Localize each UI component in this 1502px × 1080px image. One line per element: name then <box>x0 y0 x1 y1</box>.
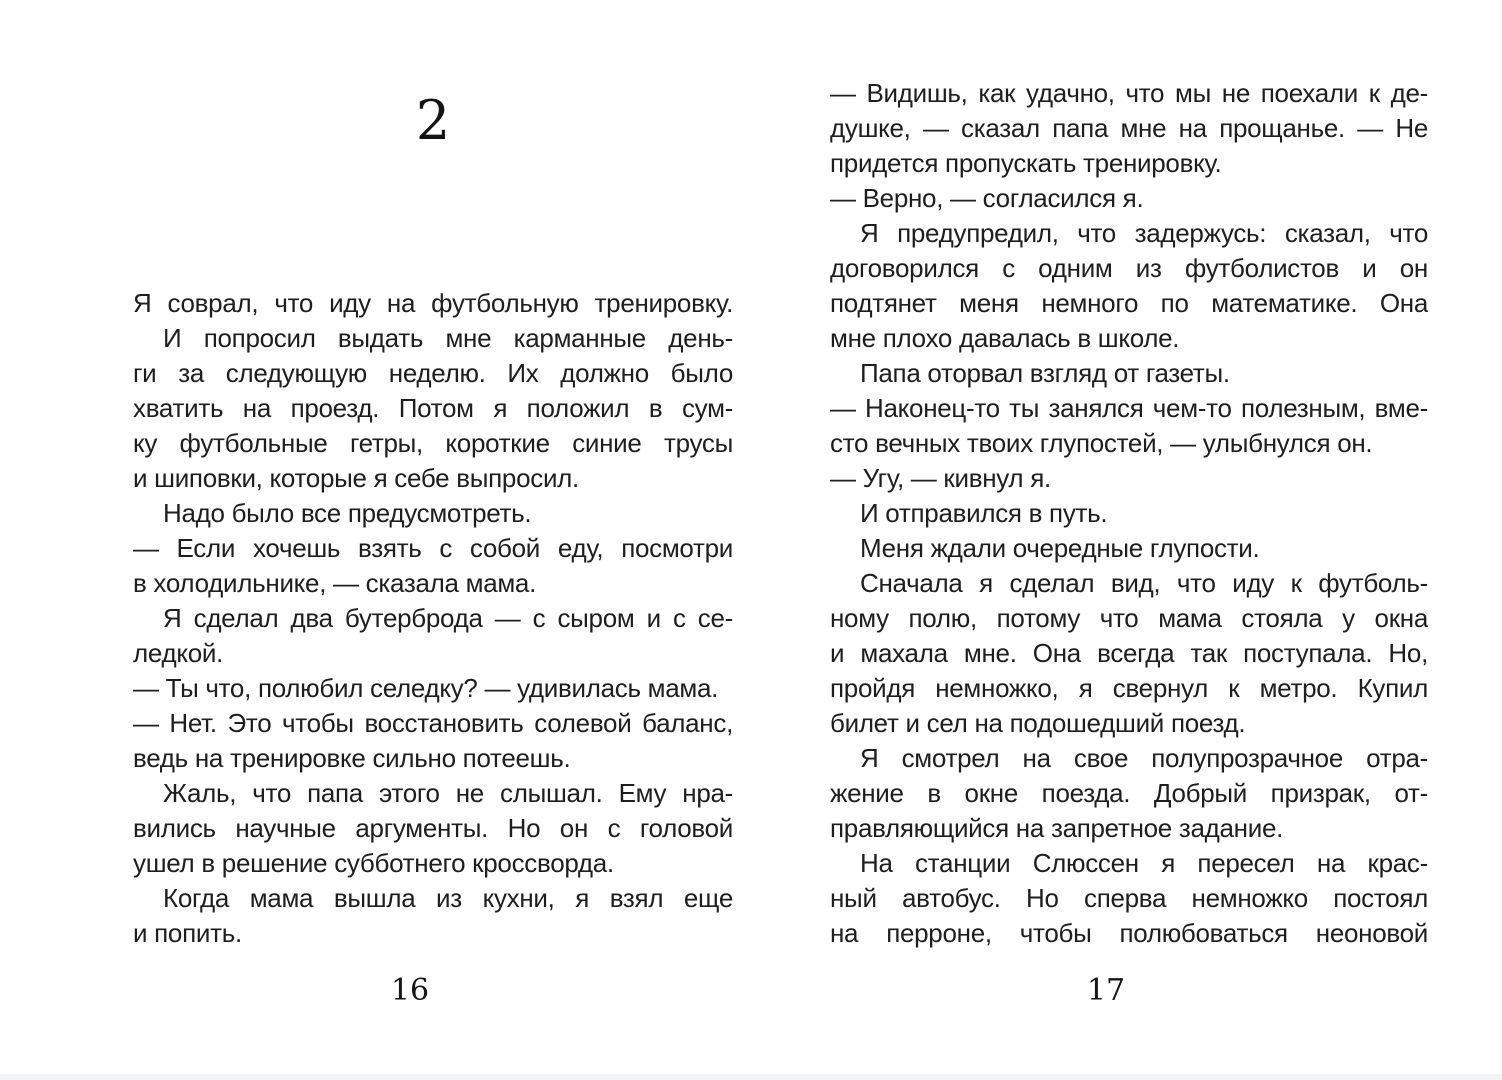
text-line: в холодильнике, — сказала мама. <box>133 568 537 598</box>
page-left <box>133 0 733 1080</box>
text-line: мне плохо давалась в школе. <box>830 323 1180 353</box>
text-line: ушел в решение субботнего кроссворда. <box>133 848 614 878</box>
text-line: сто вечных твоих глупостей, — улыбнулся он. <box>830 428 1373 458</box>
text-line: Я соврал, что иду на футбольную тренировку. <box>133 288 733 318</box>
text-line: — Видишь, как удачно, что мы не поехали к де- <box>830 78 1428 108</box>
text-line: на перроне, чтобы полюбоваться неоновой <box>830 918 1428 948</box>
text-line: И попросил выдать мне карманные день- <box>163 323 733 353</box>
text-line: — Ты что, полюбил селедку? — удивилась мама. <box>133 673 719 703</box>
text-line: договорился с одним из футболистов и он <box>830 253 1428 283</box>
text-line: и махала мне. Она всегда так поступала. Но, <box>830 638 1428 668</box>
text-line: подтянет меня немного по математике. Она <box>830 288 1428 318</box>
text-line: Я предупредил, что задержусь: сказал, что <box>860 218 1428 248</box>
text-line: Меня ждали очередные глупости. <box>860 533 1260 563</box>
page-right <box>830 0 1428 1080</box>
text-line: ному полю, потому что мама стояла у окна <box>830 603 1428 633</box>
text-line: пройдя немножко, я свернул к метро. Купил <box>830 673 1428 703</box>
text-line: душке, — сказал папа мне на прощанье. — Не <box>830 113 1428 143</box>
text-line: Папа оторвал взгляд от газеты. <box>860 358 1230 388</box>
text-line: Я смотрел на свое полупрозрачное отра- <box>860 743 1428 773</box>
text-line: И отправился в путь. <box>860 498 1108 528</box>
page-number-right: 17 <box>1086 973 1126 1008</box>
text-line: ведь на тренировке сильно потеешь. <box>133 743 571 773</box>
chapter-number: 2 <box>415 89 451 152</box>
page-number-left: 16 <box>390 973 430 1008</box>
left-text-block <box>133 286 733 951</box>
text-line: Жаль, что папа этого не слышал. Ему нра- <box>163 778 733 808</box>
text-line: Сначала я сделал вид, что иду к футболь- <box>860 568 1428 598</box>
text-line: вились научные аргументы. Но он с головой <box>133 813 733 843</box>
text-line: и попить. <box>133 918 242 948</box>
right-text-block <box>830 76 1428 951</box>
text-line: и шиповки, которые я себе выпросил. <box>133 463 579 493</box>
text-line: Когда мама вышла из кухни, я взял еще <box>163 883 733 913</box>
text-line: жение в окне поезда. Добрый призрак, от- <box>830 778 1428 808</box>
scan-bottom-edge <box>0 1074 1502 1080</box>
text-line: Я сделал два бутерброда — с сыром и с се- <box>163 603 733 633</box>
text-line: — Если хочешь взять с собой еду, посмотри <box>133 533 733 563</box>
text-line: — Нет. Это чтобы восстановить солевой баланс, <box>133 708 733 738</box>
text-line: — Верно, — согласился я. <box>830 183 1144 213</box>
text-line: — Наконец-то ты занялся чем-то полезным, вме- <box>830 393 1428 423</box>
text-line: ледкой. <box>133 638 224 668</box>
text-line: На станции Слюссен я пересел на крас- <box>860 848 1428 878</box>
text-line: придется пропускать тренировку. <box>830 148 1222 178</box>
text-line: правляющийся на запретное задание. <box>830 813 1284 843</box>
text-line: ги за следующую неделю. Их должно было <box>133 358 733 388</box>
text-line: ный автобус. Но сперва немножко постоял <box>830 883 1428 913</box>
text-line: хватить на проезд. Потом я положил в сум- <box>133 393 733 423</box>
text-line: ку футбольные гетры, короткие синие трусы <box>133 428 733 458</box>
text-line: Надо было все предусмотреть. <box>163 498 532 528</box>
text-line: билет и сел на подошедший поезд. <box>830 708 1246 738</box>
text-line: — Угу, — кивнул я. <box>830 463 1051 493</box>
